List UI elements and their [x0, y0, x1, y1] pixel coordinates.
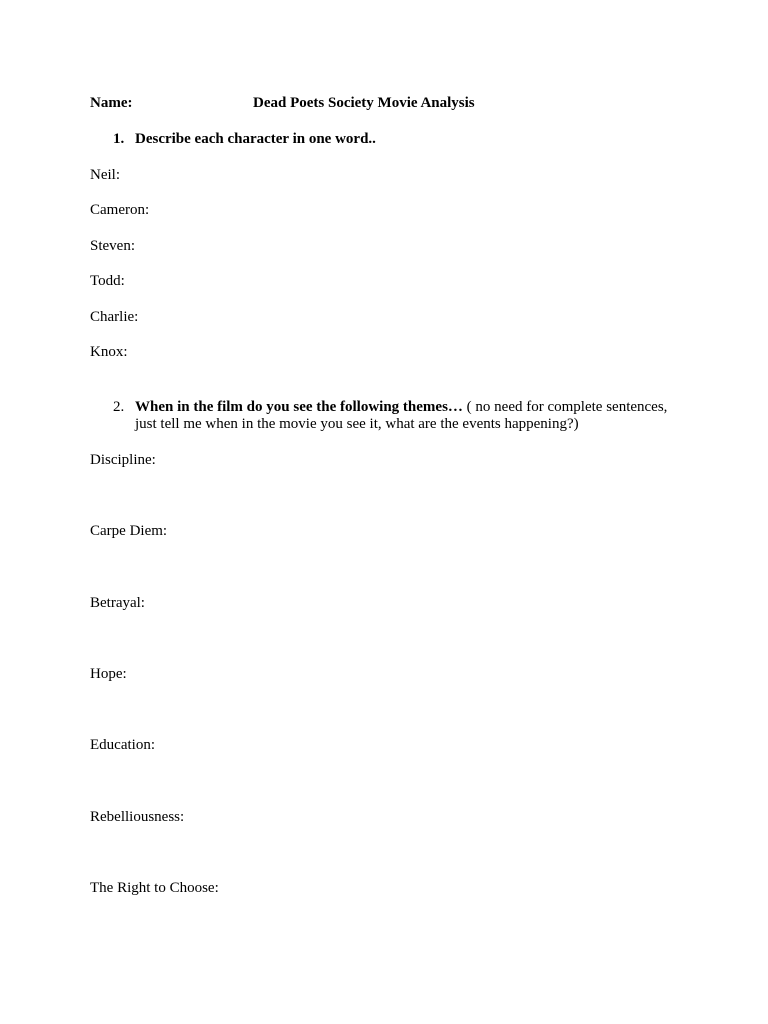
theme-label-discipline: Discipline: — [90, 452, 156, 468]
question-2-prompt-bold: When in the film do you see the following themes… — [135, 399, 463, 415]
character-label-neil: Neil: — [90, 167, 120, 183]
question-2-prompt-rest: ( no need for complete sentences, — [462, 399, 668, 415]
theme-label-betrayal: Betrayal: — [90, 595, 145, 611]
question-2-number: 2. — [113, 399, 125, 415]
question-1-number: 1. — [113, 131, 125, 147]
theme-label-right-to-choose: The Right to Choose: — [90, 880, 219, 896]
theme-label-education: Education: — [90, 737, 155, 753]
question-1-prompt: Describe each character in one word.. — [135, 131, 376, 147]
character-label-todd: Todd: — [90, 273, 125, 289]
character-label-cameron: Cameron: — [90, 202, 150, 218]
theme-label-carpe-diem: Carpe Diem: — [90, 523, 168, 539]
worksheet-title: Dead Poets Society Movie Analysis — [253, 95, 475, 111]
name-label: Name: — [90, 95, 133, 111]
character-label-knox: Knox: — [90, 344, 128, 360]
character-label-charlie: Charlie: — [90, 309, 139, 325]
character-label-steven: Steven: — [90, 238, 135, 254]
theme-label-hope: Hope: — [90, 666, 127, 682]
theme-label-rebelliousness: Rebelliousness: — [90, 809, 185, 825]
question-2-prompt-line2: just tell me when in the movie you see it, what are the events happening?) — [135, 416, 579, 432]
question-2-prompt-line1 — [135, 398, 667, 416]
